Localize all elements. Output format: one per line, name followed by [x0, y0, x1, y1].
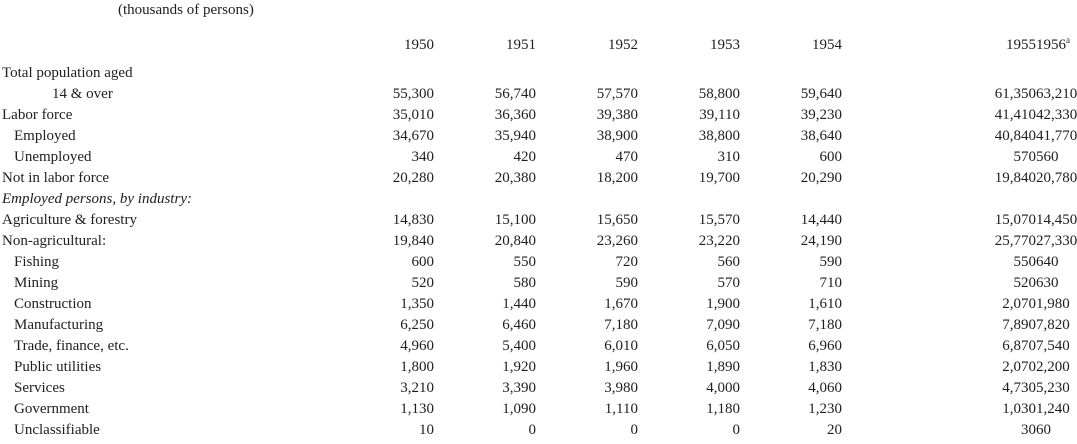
value-cell: 520	[411, 275, 434, 291]
value-cell: 1,830	[808, 359, 842, 375]
table-row: Trade, finance, etc. 4,960 5,400 6,010 6,050 6,960 6,870 7,540	[2, 336, 1036, 357]
row-label: Unemployed	[14, 149, 92, 165]
table-row: Labor force 35,010 36,360 39,380 39,110 39,230 41,410 42,330	[2, 105, 1036, 126]
value-cell: 15,570	[698, 212, 740, 228]
row-label: 14 & over	[52, 86, 113, 102]
value-cell: 550	[513, 254, 536, 270]
table-row: Manufacturing 6,250 6,460 7,180 7,090 7,180 7,890 7,820	[2, 315, 1036, 336]
value-cell: 720	[615, 254, 638, 270]
value-cell: 57,570	[596, 86, 638, 102]
value-cell: 1,920	[502, 359, 536, 375]
table-row: Employed 34,670 35,940 38,900 38,800 38,640 40,840 41,770	[2, 126, 1036, 147]
value-cell: 2,070	[1002, 296, 1036, 312]
value-cell: 19,840	[994, 170, 1036, 186]
value-cell: 310	[717, 149, 740, 165]
row-label: Construction	[14, 296, 92, 312]
value-cell: 1,350	[400, 296, 434, 312]
value-cell: 1,960	[604, 359, 638, 375]
table-row: Public utilities 1,800 1,920 1,960 1,890 1,830 2,070 2,200	[2, 357, 1036, 378]
value-cell: 36,360	[494, 107, 536, 123]
value-cell: 570	[1013, 149, 1036, 165]
table-row: 14 & over 55,300 56,740 57,570 58,800 59,640 61,350 63,210	[2, 84, 1036, 105]
value-cell: 1,130	[400, 401, 434, 417]
value-cell: 1,180	[706, 401, 740, 417]
value-cell: 4,060	[808, 380, 842, 396]
value-cell: 23,260	[596, 233, 638, 249]
value-cell: 6,460	[502, 317, 536, 333]
value-cell: 19,840	[392, 233, 434, 249]
value-cell: 35,940	[494, 128, 536, 144]
year-header: 1951	[506, 37, 536, 53]
value-cell: 4,730	[1002, 380, 1036, 396]
value-cell: 1,670	[604, 296, 638, 312]
table-row: Unclassifiable 10 0 0 0 20 30 60	[2, 420, 1036, 441]
value-cell: 20,380	[494, 170, 536, 186]
value-cell: 5,400	[502, 338, 536, 354]
value-cell: 1,900	[706, 296, 740, 312]
value-cell: 4,960	[400, 338, 434, 354]
value-cell: 25,770	[994, 233, 1036, 249]
value-cell: 580	[513, 275, 536, 291]
value-cell: 6,010	[604, 338, 638, 354]
year-header: 1952	[608, 37, 638, 53]
value-cell: 6,870	[1002, 338, 1036, 354]
value-cell: 20	[827, 422, 842, 438]
value-cell: 20,280	[392, 170, 434, 186]
value-cell: 2,070	[1002, 359, 1036, 375]
value-cell: 38,800	[698, 128, 740, 144]
value-cell: 14,830	[392, 212, 434, 228]
value-cell: 600	[411, 254, 434, 270]
value-cell: 59,640	[800, 86, 842, 102]
value-cell: 710	[819, 275, 842, 291]
value-cell: 1,800	[400, 359, 434, 375]
value-cell: 40,840	[994, 128, 1036, 144]
year-header: 1950	[404, 37, 434, 53]
value-cell: 470	[615, 149, 638, 165]
label-column-header	[2, 34, 302, 56]
row-label: Public utilities	[14, 359, 102, 375]
table-row: Government 1,130 1,090 1,110 1,180 1,230 1,030 1,240	[2, 399, 1036, 420]
table-row: Non-agricultural: 19,840 20,840 23,260 23,220 24,190 25,770 27,330	[2, 231, 1036, 252]
table-row	[2, 189, 1036, 210]
table-row: Agriculture & forestry 14,830 15,100 15,650 15,570 14,440 15,070 14,450	[2, 210, 1036, 231]
value-cell: 39,380	[596, 107, 638, 123]
table-row: Fishing 600 550 720 560 590 550 640	[2, 252, 1036, 273]
row-label: Trade, finance, etc.	[14, 338, 129, 354]
year-header: 1953	[710, 37, 740, 53]
value-cell: 61,350	[994, 86, 1036, 102]
value-cell: 570	[717, 275, 740, 291]
value-cell: 35,010	[392, 107, 434, 123]
row-label: Employed persons, by industry:	[2, 191, 192, 207]
value-cell: 560	[717, 254, 740, 270]
value-cell: 14,440	[800, 212, 842, 228]
value-cell: 7,890	[1002, 317, 1036, 333]
value-cell: 39,110	[699, 107, 740, 123]
value-cell: 30	[1021, 422, 1036, 438]
value-cell: 58,800	[698, 86, 740, 102]
value-cell: 20,290	[800, 170, 842, 186]
value-cell: 6,050	[706, 338, 740, 354]
value-cell: 38,640	[800, 128, 842, 144]
value-cell: 1,030	[1002, 401, 1036, 417]
row-label: Services	[14, 380, 65, 396]
value-cell: 0	[630, 422, 638, 438]
value-cell: 0	[732, 422, 740, 438]
value-cell: 34,670	[392, 128, 434, 144]
value-cell: 41,410	[994, 107, 1036, 123]
row-label: Government	[14, 401, 89, 417]
row-label: Labor force	[2, 107, 73, 123]
year-header: 1955	[1006, 37, 1036, 53]
value-cell: 20,840	[494, 233, 536, 249]
value-cell: 3,210	[400, 380, 434, 396]
table-row: Not in labor force 20,280 20,380 18,200 19,700 20,290 19,840 20,780	[2, 168, 1036, 189]
row-label: Not in labor force	[2, 170, 110, 186]
row-label: Total population aged	[2, 65, 133, 81]
row-label: Fishing	[14, 254, 60, 270]
value-cell: 7,090	[706, 317, 740, 333]
value-cell: 10	[419, 422, 434, 438]
value-cell: 6,960	[808, 338, 842, 354]
value-cell: 1,610	[808, 296, 842, 312]
value-cell: 24,190	[800, 233, 842, 249]
year-header: 1954	[812, 37, 842, 53]
value-cell: 590	[819, 254, 842, 270]
value-cell: 1,440	[502, 296, 536, 312]
value-cell: 39,230	[800, 107, 842, 123]
footnote-marker: a	[1066, 35, 1070, 45]
value-cell: 7,180	[604, 317, 638, 333]
table-body	[2, 63, 1077, 441]
row-label: Mining	[14, 275, 59, 291]
value-cell: 1,090	[502, 401, 536, 417]
table-row: Unemployed 340 420 470 310 600 570 560	[2, 147, 1036, 168]
value-cell: 15,100	[494, 212, 536, 228]
value-cell: 56,740	[494, 86, 536, 102]
value-cell: 19,700	[698, 170, 740, 186]
row-label: Non-agricultural:	[2, 233, 107, 249]
table-header	[2, 34, 1070, 63]
table-row: Mining 520 580 590 570 710 520 630	[2, 273, 1036, 294]
value-cell: 3,980	[604, 380, 638, 396]
value-cell: 15,070	[994, 212, 1036, 228]
value-cell: 55,300	[392, 86, 434, 102]
value-cell: 340	[411, 149, 434, 165]
value-cell: 550	[1013, 254, 1036, 270]
value-cell: 420	[513, 149, 536, 165]
value-cell: 3,390	[502, 380, 536, 396]
row-label: Employed	[14, 128, 76, 144]
value-cell: 520	[1013, 275, 1036, 291]
value-cell: 38,900	[596, 128, 638, 144]
value-cell: 18,200	[596, 170, 638, 186]
table-row	[2, 63, 1036, 84]
value-cell: 1,890	[706, 359, 740, 375]
value-cell: 7,180	[808, 317, 842, 333]
labor-force-table	[2, 34, 1077, 441]
value-cell: 6,250	[400, 317, 434, 333]
table-row: Services 3,210 3,390 3,980 4,000 4,060 4,730 5,230	[2, 378, 1036, 399]
value-cell: 600	[819, 149, 842, 165]
row-label: Unclassifiable	[14, 422, 100, 438]
value-cell: 23,220	[698, 233, 740, 249]
value-cell: 1,110	[604, 401, 638, 417]
table-row: Construction 1,350 1,440 1,670 1,900 1,610 2,070 1,980	[2, 294, 1036, 315]
value-cell: 0	[528, 422, 536, 438]
value-cell: 15,650	[596, 212, 638, 228]
value-cell: 4,000	[706, 380, 740, 396]
row-label: Manufacturing	[14, 317, 104, 333]
row-label: Agriculture & forestry	[2, 212, 137, 228]
value-cell: 1,230	[808, 401, 842, 417]
year-header-row: 1950 1951 1952 1953 1954 1955 1956$^a$	[2, 34, 1036, 56]
value-cell: 590	[615, 275, 638, 291]
units-note: (thousands of persons)	[118, 2, 254, 18]
